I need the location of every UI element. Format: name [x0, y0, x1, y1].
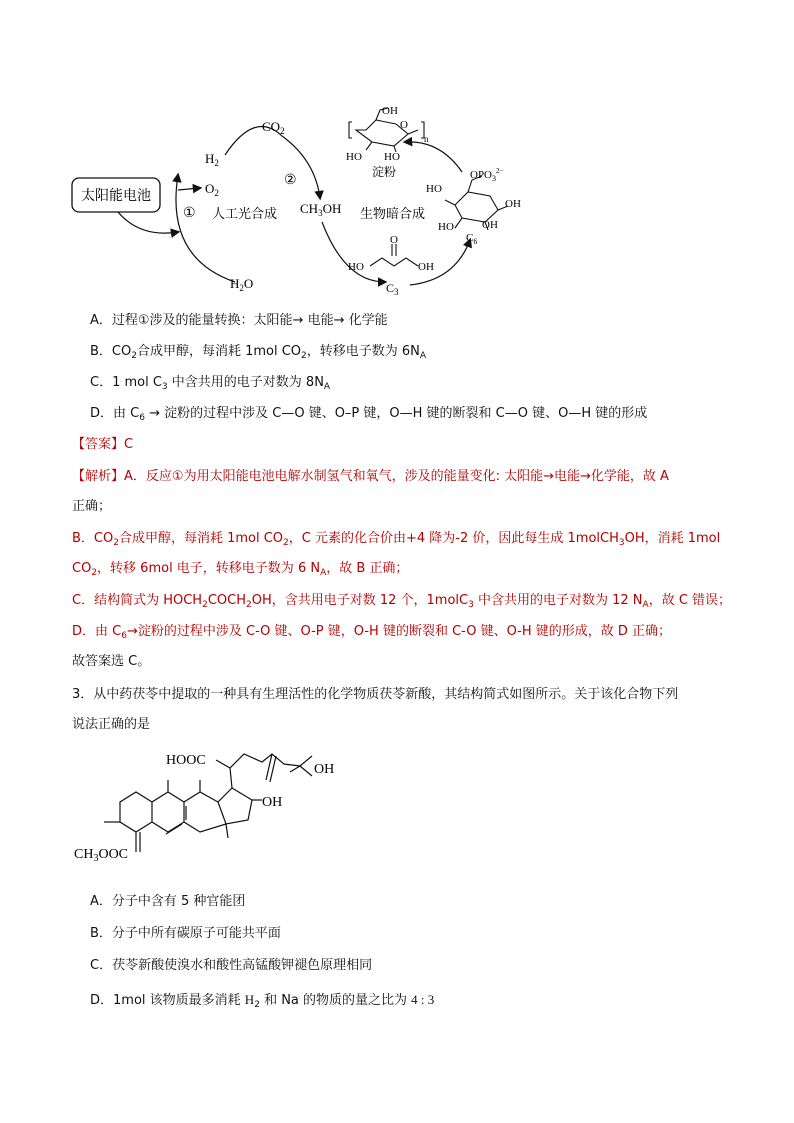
- c6-molecule: [445, 176, 508, 230]
- q3-option-c: C．茯苓新酸使溴水和酸性高锰酸钾褪色原理相同: [90, 958, 373, 973]
- step1-label: ①: [183, 206, 196, 221]
- q2-answer: 【答案】C: [72, 437, 134, 452]
- q2-explanation-4: D．由 $C_6\to$淀粉的过程中涉及 C-O 键、O-P 键，O-H 键的断裂和 C-O 键、O-H 键的形成，故 D 正确；: [72, 624, 672, 641]
- ch3oh-to-c3-arrow: [322, 222, 385, 282]
- q2-explanation-1b: 正确；: [72, 499, 112, 514]
- c6-ho-left: HO: [426, 183, 442, 195]
- photosynthesis-diagram: [0, 90, 794, 305]
- c6-oh-right: OH: [505, 198, 521, 210]
- pachymic-acid-structure: [0, 740, 794, 880]
- c3-oh: OH: [418, 261, 434, 273]
- ring-oh-label: OH: [262, 795, 283, 810]
- q2-explanation-2: B．$CO_2$合成甲醇，每消耗 1mol $CO_2$，C 元素的化合价由+4 降为-2 价，因此每生成 1molCH$_3$OH，消耗 1mol: [72, 531, 721, 548]
- q3-option-b: B．分子中所有碳原子可能共平面: [90, 926, 281, 941]
- q3-stem-1: 3．从中药茯苓中提取的一种具有生理活性的化学物质茯苓新酸，其结构简式如图所示。关于该化合物下列: [72, 687, 679, 702]
- starch-ho-left: HO: [346, 151, 362, 163]
- q2-option-a: [90, 312, 388, 330]
- battery-arrow: [118, 212, 178, 233]
- c6-ho-bottom: HO: [438, 221, 454, 233]
- o2-formula: $O_2$: [205, 181, 219, 198]
- hooc-label: HOOC: [166, 753, 206, 768]
- q2-option-b: B．$CO_2$合成甲醇，每消耗 1mol $CO_2$，转移电子数为 $6N_A$: [90, 344, 427, 361]
- bio-synthesis-label: 生物暗合成: [360, 207, 426, 222]
- step2-label: ②: [284, 173, 297, 188]
- o2-arrow: [178, 188, 200, 190]
- q2-explanation-1: 【解析】A．反应①为用太阳能电池电解水制氢气和氧气，涉及的能量变化: 太阳能→电能→化学能，故 A: [72, 469, 669, 484]
- solar-battery-label: 太阳能电池: [81, 188, 151, 204]
- side-oh-label: OH: [314, 762, 335, 777]
- c6-to-starch-arrow: [405, 142, 462, 172]
- artificial-synthesis-label: 人工光合成: [212, 207, 278, 222]
- q2-option-d: D．由 $C_6$ → 淀粉的过程中涉及 C—O 键、O–P 键，O—H 键的断裂和 C—O 键、O—H 键的形成: [90, 406, 648, 423]
- starch-oh-top: OH: [382, 105, 398, 117]
- ch3oh-formula: $CH_3OH$: [300, 201, 342, 218]
- c3-o: O: [390, 234, 398, 246]
- starch-n: n: [424, 134, 429, 144]
- q3-option-a: A．分子中含有 5 种官能团: [90, 894, 246, 909]
- q3-option-d: D．1mol 该物质最多消耗 $H_2$ 和 Na 的物质的量之比为 4 : 3: [90, 992, 435, 1010]
- ester-label: $CH_3OOC$: [74, 847, 129, 864]
- q2-option-a-text: A．过程①涉及的能量转换：太阳能→ 电能→ 化学能: [90, 313, 388, 328]
- c6-oh-bottom: OH: [482, 219, 498, 231]
- q2-conclusion: 故答案选 C。: [72, 654, 151, 669]
- q2-explanation-3: C．结构简式为 $HOCH_2COCH_2OH$，含共用电子对数 12 个，1molC$_3$ 中含共用的电子对数为 12 $N_A$，故 C 错误；: [72, 593, 732, 610]
- starch-label: 淀粉: [372, 165, 397, 179]
- q2-option-c: C．1 mol $C_3$ 中含共用的电子对数为 $8N_A$: [90, 375, 331, 392]
- starch-ho-right: HO: [384, 151, 400, 163]
- q3-stem-2: 说法正确的是: [72, 717, 151, 732]
- c3-molecule: [370, 244, 418, 266]
- c3-formula: $C_3$: [386, 281, 399, 297]
- starch-o-ring: O: [400, 119, 408, 131]
- h2o-formula: $H_2O$: [230, 276, 254, 293]
- c3-ho: HO: [348, 261, 364, 273]
- c6-opo3: $OPO_3^{2-}$: [470, 167, 504, 183]
- co2-arc: [225, 126, 320, 198]
- h2-formula: $H_2$: [205, 151, 219, 168]
- co2-formula: $CO_2$: [262, 119, 285, 136]
- c6-formula: $C_6$: [466, 232, 478, 246]
- q2-explanation-2b: $CO_2$，转移 6mol 电子，转移电子数为 6 $N_A$，故 B 正确；: [72, 561, 409, 578]
